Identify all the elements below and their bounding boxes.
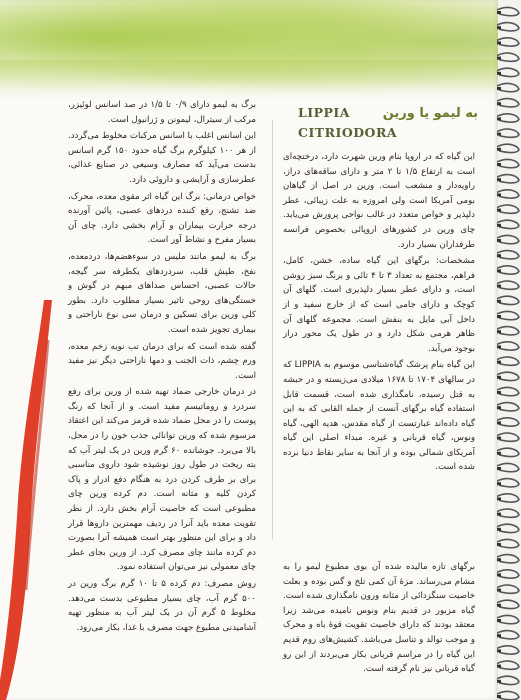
- binding-hole: [497, 254, 501, 257]
- binding-hole: [497, 224, 501, 227]
- bottom-right-column: [283, 560, 475, 679]
- paragraph: برگ به لیمو مانند ملیس در سوءهضم‌ها، دردمعده، نفخ، طپش قلب، سردردهای یکطرفه سر گیجه، حالات عصبی، احساس صداهای مبهم در گوش و خستگی‌های روحی تاثیر بسیار مطلوب دارد. بطور کلی ورین برای تسکین و درمان سی نوع ناراحتی و بیماری تجویز شده است.: [68, 251, 256, 335]
- binding-hole: [497, 117, 501, 120]
- binding-hole: [497, 315, 501, 318]
- binding-hole: [497, 57, 501, 60]
- paragraph: خواص درمانی: برگ این گیاه اثر مقوی معده، محرک، ضد تشنج، رفع کننده دردهای عصبی، پائین آورنده درجه حرارت بیماران و آرام بخشی دارد. چای آن بسیار مفرح و نشاط آور است.: [68, 191, 256, 246]
- column-divider: [272, 120, 273, 540]
- binding-hole: [497, 634, 501, 637]
- binding-hole: [497, 300, 501, 303]
- binding-hole: [497, 573, 501, 576]
- binding-hole: [497, 11, 501, 14]
- binding-hole: [497, 102, 501, 105]
- binding-hole: [497, 330, 501, 333]
- paragraph: گفته شده است که برای درمان تب نوبه زخم معده، ورم چشم، ذات الجنب و دمها ناراحتی دیگر نیز مفید است.: [68, 341, 256, 381]
- paragraph: این گیاه بنام پرشک گیاه‌شناسی موسوم به LIPPIA که در سالهای ۱۷۰۴ تا ۱۶۷۸ میلادی می‌زیسته و در حبشه به قتل رسیده، نامگذاری شده است، قسمت قابل استفاده گیاه برگهای آنست از جمله القابی که به این گیاه داده‌اند عبارتست از گیاه مقدس، هدیه الهی، گیاه ونوس، گیاه قربانی و غیره. مبداء اصلی این گیاه آمریکای شمالی بوده و از آنجا به سایر نقاط دنیا برده شده است.: [283, 360, 475, 473]
- binding-hole: [497, 72, 501, 75]
- title-latin: [298, 103, 398, 143]
- binding-hole: [497, 558, 501, 561]
- green-watercolor-edge: [0, 60, 498, 100]
- binding-hole: [497, 178, 501, 181]
- paragraph: این اسانس اغلب با اسانس مرکبات مخلوط می‌گردد. از هر ۱۰۰ کیلوگرم برگ گیاه حدود ۱۵۰ گرم اسانس بدست می‌آید که مصارف وسیعی در صنایع غذائی، عطرسازی و آرایشی و داروئی دارد.: [68, 131, 256, 185]
- binding-hole: [497, 193, 501, 196]
- binding-hole: [497, 604, 501, 607]
- binding-hole: [497, 695, 501, 698]
- paragraph: مشخصات: برگهای این گیاه ساده، خشن، کامل، فراهم، مجتمع به تعداد ۳ تا ۴ تائی و برنگ سبز روشن است، و دارای عطر بسیار دلپذیری است. گلهای آن کوچک و دارای جامی است که از خارج سفید و از داخل آبی مایل به بنفش است. مجموعه گلهای آن ظاهر هرمی شکل دارد و در طول یک محور دراز بوجود می‌آید.: [283, 256, 475, 354]
- binding-hole: [497, 528, 501, 531]
- binding-hole: [497, 163, 501, 166]
- title-latin-line2: CITRIODORA: [298, 125, 398, 140]
- red-brush-stroke: [0, 300, 60, 700]
- right-column: [283, 150, 475, 477]
- binding-hole: [497, 239, 501, 242]
- left-column: [68, 98, 256, 637]
- paragraph: روش مصرف: دم کرده ۵ تا ۱۰ گرم برگ ورین در ۵۰۰ گرم آب، چای بسیار مطبوعی بدست می‌دهد. مخلوط ۵ گرم آن در یک لیتر آب به منظور تهیه آشامیدنی مطبوع جهت مصرف با غذا، بکار می‌رود.: [68, 579, 256, 633]
- binding-hole: [497, 619, 501, 622]
- binding-hole: [497, 376, 501, 379]
- binding-hole: [497, 437, 501, 440]
- binding-hole: [497, 589, 501, 592]
- binding-hole: [497, 133, 501, 136]
- binding-hole: [497, 209, 501, 212]
- binding-hole: [497, 26, 501, 29]
- binding-hole: [497, 680, 501, 683]
- binding-hole: [497, 543, 501, 546]
- binding-hole: [497, 452, 501, 455]
- binding-hole: [497, 421, 501, 424]
- binding-hole: [497, 665, 501, 668]
- spiral-binding: [497, 0, 521, 700]
- paragraph: این گیاه که در اروپا بنام ورین شهرت دارد، درختچه‌ای است به ارتفاع ۱/۵ تا ۲ متر و دارای ساقه‌های دراز، راویه‌دار و منشعب است. ورین در اصل از گیاهان بومی آمریکا است ولی امروزه به علت زیبائی، عطر دلپذیر و خواص متعدد در غالب نواحی پرورش می‌یابد. چای ورین در کشورهای اروپائی بخصوص فرانسه طرفداران بسیار دارد.: [283, 152, 475, 250]
- binding-hole: [497, 482, 501, 485]
- binding-hole: [497, 361, 501, 364]
- binding-hole: [497, 391, 501, 394]
- binding-hole: [497, 87, 501, 90]
- binding-hole: [497, 497, 501, 500]
- binding-hole: [497, 406, 501, 409]
- binding-hole: [497, 269, 501, 272]
- title-persian: به لیمو یا ورین: [382, 106, 478, 121]
- binding-hole: [497, 649, 501, 652]
- paragraph: برگ به لیمو دارای ۰/۹ تا ۱/۵ در صد اسانس لوئیزر، مرکب از سیترال، لیمونن و ژرانیول است.: [68, 100, 256, 125]
- title-latin-line1: LIPPIA: [298, 105, 350, 120]
- binding-hole: [497, 148, 501, 151]
- paragraph: برگهای تازه مالیده شده آن بوی مطبوع لیمو را به مشام می‌رساند. مزهٔ آن کمی تلخ و گس بوده و بعلت خاصیت سنگزدائی از مثانه ورون نامگذاری شده است. گیاه مزبور در قدیم بنام ونوس نامیده می‌شد زیرا معتقد بودند که دارای خاصیت تقویت قوهٔ باه و محرک و موجب توالد و تناسل می‌باشد. کشیش‌های روم قدیم این گیاه را در مراسم قربانی بکار می‌بردند از این رو گیاه قربانی نیز نام گرفته است.: [283, 562, 475, 675]
- binding-hole: [497, 285, 501, 288]
- binding-hole: [497, 467, 501, 470]
- binding-hole: [497, 41, 501, 44]
- paragraph: در درمان خارجی ضماد تهیه شده از ورین برای رفع سردرد و روماتیسم مفید است. و از آنجا که رنگ پوست را در محل ضماد شده قرمز می‌کند این اعتقاد مرسوم شده که ورین توانائی جذب خون را در محل، بالا می‌برد. جوشانده ۶۰ گرم ورین در یک لیتر آب که بته ریخت در طول روز نوشیده شود داروی مناسبی برای بر طرف کردن درد به هنگام دفع ادرار و پاک کردن کلیه و مثانه است. دم کرده ورین چای مطبوعی است که خاصیت آرام بخش دارد. از نظر تقویت معده باید آنرا در ردیف مهمترین داروها قرار داد و برای این منظور بهتر است همیشه آنرا بصورت دم کرده مانند چای مصرف کرد. از ورین بجای عطر چای معمولی نیز می‌توان استفاده نمود.: [68, 387, 256, 573]
- binding-hole: [497, 513, 501, 516]
- binding-hole: [497, 345, 501, 348]
